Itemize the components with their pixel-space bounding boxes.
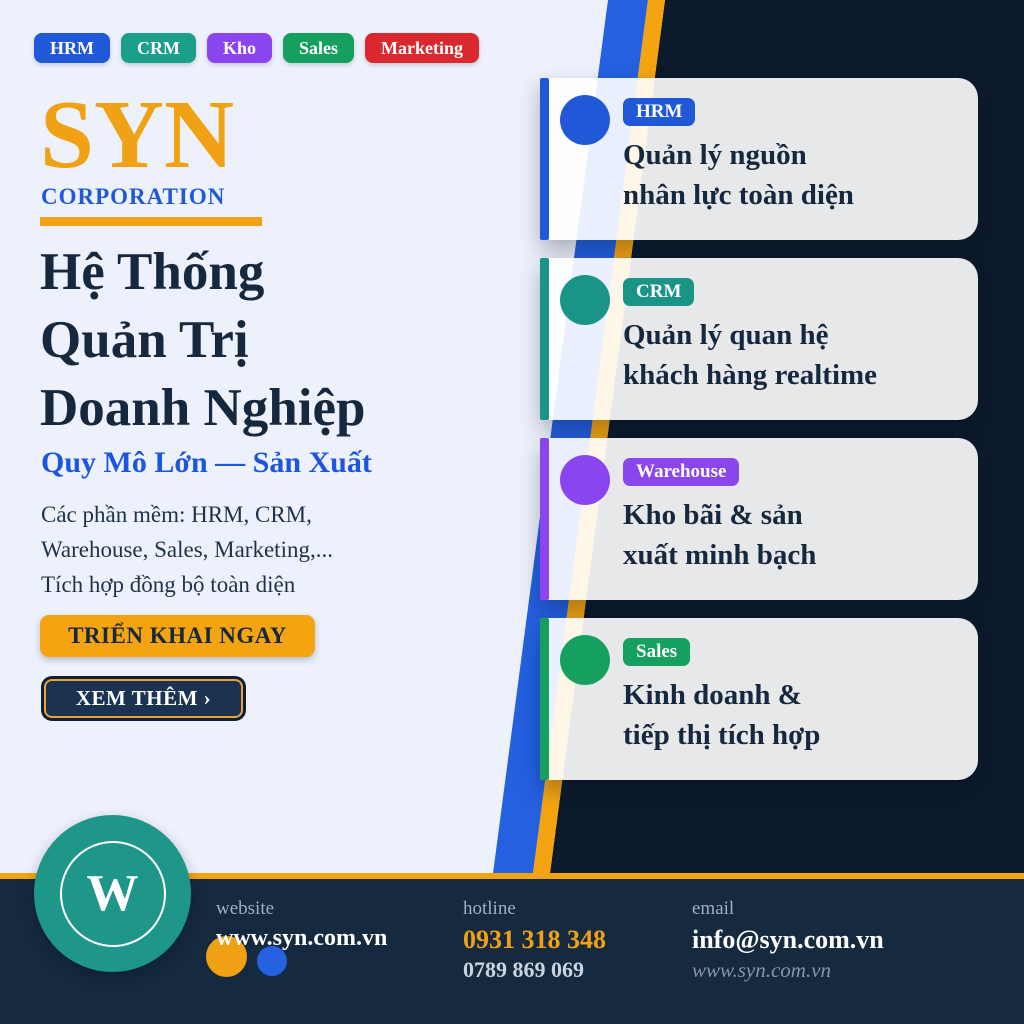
card-badge: CRM xyxy=(623,278,694,306)
card-badge: Sales xyxy=(623,638,690,666)
monogram-badge xyxy=(34,815,191,972)
email-value[interactable]: info@syn.com.vn xyxy=(692,925,884,954)
card-accent-bar xyxy=(540,258,549,420)
description-line: Warehouse, Sales, Marketing,... xyxy=(41,537,333,562)
card-color-dot xyxy=(560,275,610,325)
email-website: www.syn.com.vn xyxy=(692,958,832,982)
card-color-dot xyxy=(560,95,610,145)
website-value[interactable]: www.syn.com.vn xyxy=(216,925,388,951)
card-title-line: Kinh doanh & xyxy=(623,679,802,711)
card-title xyxy=(623,495,816,575)
footer xyxy=(0,865,1024,1024)
card-badge: HRM xyxy=(623,98,695,126)
card-color-dot xyxy=(560,455,610,505)
website-label: website xyxy=(216,898,275,919)
card-title-line: nhân lực toàn diện xyxy=(623,179,854,211)
see-more-button[interactable]: XEM THÊM › xyxy=(44,679,243,718)
card-title-line: Kho bãi & sản xyxy=(623,499,803,531)
footer-website-column xyxy=(216,898,387,952)
page-title-line: Hệ Thống xyxy=(40,243,265,301)
monogram-letter: W xyxy=(86,865,139,922)
page-subtitle: Quy Mô Lớn — Sản Xuất xyxy=(41,446,372,479)
feature-card-list xyxy=(540,78,978,780)
tag-sales[interactable]: Sales xyxy=(283,33,354,63)
card-title-line: xuất minh bạch xyxy=(623,539,817,571)
card-title-line: khách hàng realtime xyxy=(623,359,878,391)
feature-card-sales[interactable] xyxy=(540,618,978,780)
description-text xyxy=(41,497,333,602)
monogram-ring xyxy=(60,841,166,947)
email-label: email xyxy=(692,898,735,919)
hotline-label: hotline xyxy=(463,898,516,919)
page-title xyxy=(40,238,365,442)
hotline-secondary[interactable]: 0789 869 069 xyxy=(463,957,584,982)
tag-row xyxy=(34,33,479,63)
footer-email-column xyxy=(692,898,884,983)
tag-marketing[interactable]: Marketing xyxy=(365,33,479,63)
card-accent-bar xyxy=(540,618,549,780)
card-title xyxy=(623,675,820,755)
card-badge: Warehouse xyxy=(623,458,739,486)
hotline-primary[interactable]: 0931 318 348 xyxy=(463,925,606,954)
brand-underline xyxy=(40,217,262,226)
card-accent-bar xyxy=(540,78,549,240)
card-title xyxy=(623,315,877,395)
feature-card-hrm[interactable] xyxy=(540,78,978,240)
card-title-line: Quản lý quan hệ xyxy=(623,319,829,351)
brand-subtitle: CORPORATION xyxy=(41,184,226,209)
footer-hotline-column xyxy=(463,898,606,983)
brand-logo: SYN xyxy=(40,81,235,188)
card-title-line: Quản lý nguồn xyxy=(623,139,807,171)
page-title-line: Quản Trị xyxy=(40,311,249,369)
card-color-dot xyxy=(560,635,610,685)
tag-crm[interactable]: CRM xyxy=(121,33,196,63)
page-title-line: Doanh Nghiệp xyxy=(40,379,366,437)
tag-hrm[interactable]: HRM xyxy=(34,33,110,63)
card-title xyxy=(623,135,854,215)
card-accent-bar xyxy=(540,438,549,600)
deploy-now-button[interactable]: TRIỂN KHAI NGAY xyxy=(40,615,315,657)
tag-kho[interactable]: Kho xyxy=(207,33,272,63)
description-line: Các phần mềm: HRM, CRM, xyxy=(41,502,312,527)
feature-card-crm[interactable] xyxy=(540,258,978,420)
card-title-line: tiếp thị tích hợp xyxy=(623,719,821,751)
feature-card-warehouse[interactable] xyxy=(540,438,978,600)
description-line: Tích hợp đồng bộ toàn diện xyxy=(41,572,296,597)
